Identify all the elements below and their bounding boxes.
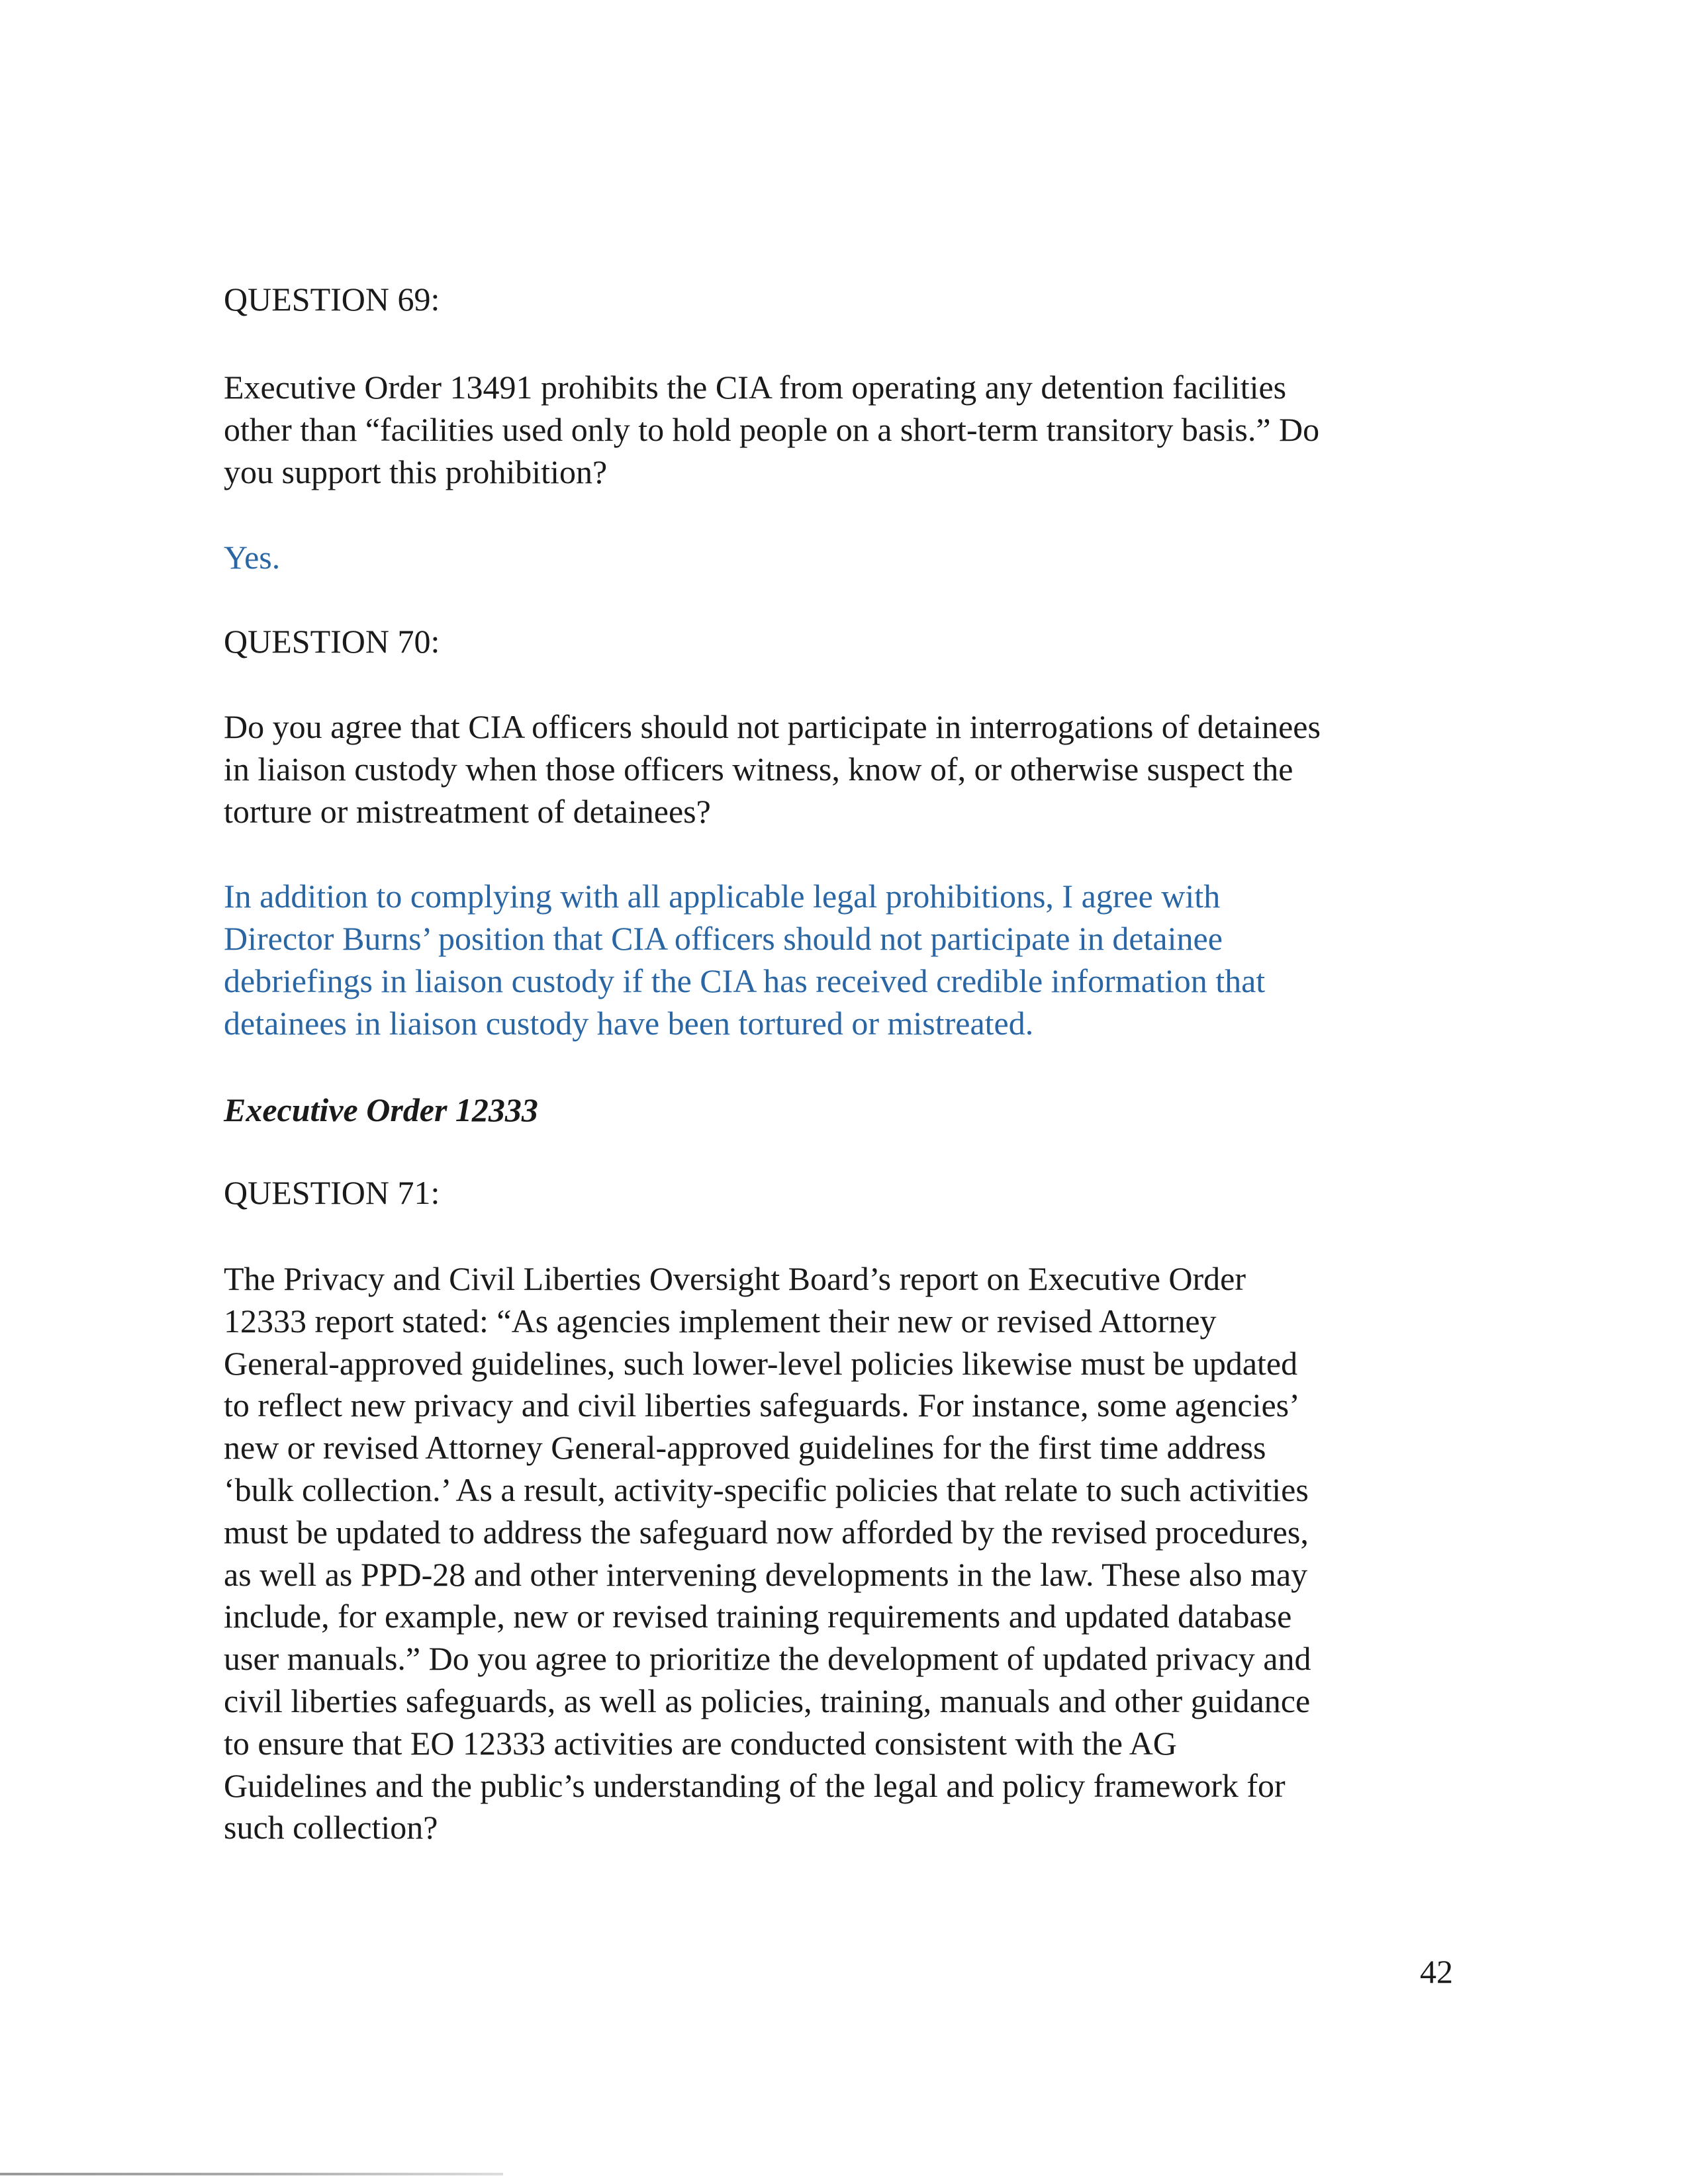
text-line: in liaison custody when those officers witness, know of, or otherwise suspect the	[224, 751, 1293, 788]
text-line: 12333 report stated: “As agencies implement their new or revised Attorney	[224, 1302, 1217, 1340]
question-69-text	[224, 366, 1481, 493]
text-line: include, for example, new or revised training requirements and updated database	[224, 1598, 1292, 1635]
text-line: Guidelines and the public’s understanding of the legal and policy framework for	[224, 1766, 1286, 1804]
text-line: torture or mistreatment of detainees?	[224, 793, 711, 830]
text-line: to reflect new privacy and civil liberties safeguards. For instance, some agencies’	[224, 1387, 1300, 1424]
text-line: civil liberties safeguards, as well as policies, training, manuals and other guidance	[224, 1682, 1311, 1719]
text-line: Executive Order 13491 prohibits the CIA from operating any detention facilities	[224, 369, 1287, 406]
question-71-text	[224, 1258, 1481, 1849]
question-71-heading: QUESTION 71:	[224, 1174, 440, 1211]
question-70-text	[224, 705, 1481, 833]
text-line: debriefings in liaison custody if the CIA has received credible information that	[224, 962, 1266, 999]
text-line: General-approved guidelines, such lower-level policies likewise must be updated	[224, 1344, 1298, 1382]
text-line: as well as PPD-28 and other intervening developments in the law. These also may	[224, 1555, 1308, 1593]
text-line: Director Burns’ position that CIA officers should not participate in detainee	[224, 920, 1223, 957]
text-line: The Privacy and Civil Liberties Oversight Board’s report on Executive Order	[224, 1260, 1246, 1297]
text-line: you support this prohibition?	[224, 453, 608, 490]
text-line: such collection?	[224, 1809, 438, 1846]
question-69-answer	[224, 536, 1481, 578]
question-70-answer	[224, 875, 1481, 1044]
section-title: Executive Order 12333	[224, 1091, 538, 1128]
text-line: must be updated to address the safeguard now afforded by the revised procedures,	[224, 1513, 1309, 1551]
scan-edge-line	[0, 2173, 503, 2175]
question-70-heading: QUESTION 70:	[224, 623, 440, 660]
text-line: user manuals.” Do you agree to prioritize the development of updated privacy and	[224, 1640, 1311, 1678]
text-line: new or revised Attorney General-approved guidelines for the first time address	[224, 1429, 1266, 1467]
question-69-heading: QUESTION 69:	[224, 281, 440, 318]
text-line: Do you agree that CIA officers should not participate in interrogations of detainees	[224, 708, 1321, 745]
text-line: In addition to complying with all applicable legal prohibitions, I agree with	[224, 878, 1221, 915]
text-line: other than “facilities used only to hold people on a short-term transitory basis.” Do	[224, 411, 1320, 448]
text-line: Yes.	[224, 539, 281, 576]
text-line: ‘bulk collection.’ As a result, activity-specific policies that relate to such activities	[224, 1471, 1309, 1508]
text-line: detainees in liaison custody have been tortured or mistreated.	[224, 1005, 1034, 1042]
page-number: 42	[1420, 1953, 1453, 1990]
text-line: to ensure that EO 12333 activities are conducted consistent with the AG	[224, 1724, 1177, 1762]
